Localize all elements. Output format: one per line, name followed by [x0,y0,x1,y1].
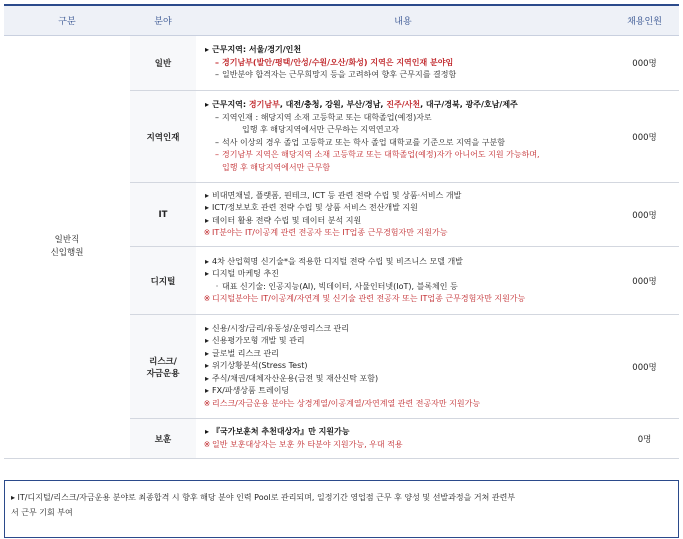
field-it: IT [130,183,196,247]
header-row [4,5,679,36]
field-veteran: 보훈 [130,419,196,459]
content-it: ▸ 비대면채널, 플랫폼, 핀테크, ICT 등 관련 전략 수립 및 상품·서비스 개발 ▸ ICT/정보보호 관련 전략 수립 및 상품 서비스 전산개발 지원 ▸ 데이터 활용 전략 수립 및 데이터 분석 지원 ※ IT분야는 IT/이공계 관련 전공자 또는 IT업종 근무경험자만 지원가능 [196,183,610,247]
content-veteran: ▸ 『국가보훈처 추천대상자』만 지원가능 ※ 일반 보훈대상자는 보훈 外 타분야 지원가능, 우대 적용 [196,419,610,459]
footer-note: ▸ IT/디지털/리스크/자금운용 분야로 최종합격 시 향후 해당 분야 인력 Pool로 관리되며, 일정기간 영업점 근무 후 양성 및 선발과정을 거쳐 관련부 서 근무 기회 부여 [4,480,679,538]
field-risk: 리스크/ 자금운용 [130,315,196,419]
field-regional: 지역인재 [130,91,196,183]
count-risk: 000명 [610,315,679,419]
count-it: 000명 [610,183,679,247]
header-content: 내용 [196,5,610,36]
count-regional: 000명 [610,91,679,183]
field-digital: 디지털 [130,247,196,315]
recruitment-table [4,4,679,459]
count-general: 000명 [610,36,679,91]
header-count: 채용인원 [610,5,679,36]
content-digital: ▸ 4차 산업혁명 신기술*을 적용한 디지털 전략 수립 및 비즈니스 모델 개발 ▸ 디지털 마케팅 추진 · 대표 신기술: 인공지능(AI), 빅데이터, 사물인터넷(IoT), 블록체인 등 ※ 디지털분야는 IT/이공계/자연계 및 신기술 관련 전공자 또는 IT업종 근무경험자만 지원가능 [196,247,610,315]
group-label: 일반직 신입행원 [4,36,130,459]
header-field: 분야 [130,5,196,36]
field-general: 일반 [130,36,196,91]
header-category: 구분 [4,5,130,36]
count-digital: 000명 [610,247,679,315]
content-regional: ▸ 근무지역: 경기남부, 대전/충청, 강원, 부산/경남, 진주/사천, 대구/경북, 광주/호남/제주 – 지역인재 : 해당지역 소재 고등학교 또는 대학졸업(예정)자로 입행 후 해당지역에서만 근무하는 지역연고자 – 석사 이상의 경우 졸업 고등학교 또는 학사 졸업 대학교를 기준으로 지역을 구분함 – 경기남부 지역은 해당지역 소재 고등학교 또는 대학졸업(예정)자가 아니어도 지원 가능하며, 입행 후 해당지역에서만 근무함 [196,91,610,183]
content-risk: ▸ 신용/시장/금리/유동성/운영리스크 관리 ▸ 신용평가모형 개발 및 관리 ▸ 글로벌 리스크 관리 ▸ 위기상황분석(Stress Test) ▸ 주식/채권/대체자산운용(금전 및 재산신탁 포함) ▸ FX/파생상품 트레이딩 ※ 리스크/자금운용 분야는 상경계열/이공계열/자연계열 관련 전공자만 지원가능 [196,315,610,419]
row-general [4,36,679,91]
count-veteran: 0명 [610,419,679,459]
content-general: ▸ 근무지역: 서울/경기/인천 – 경기남부(발안/평택/안성/수원/오산/화성) 지역은 지역인재 분야임 – 일반분야 합격자는 근무희망지 등을 고려하여 향후 근무지를 결정함 [196,36,610,91]
